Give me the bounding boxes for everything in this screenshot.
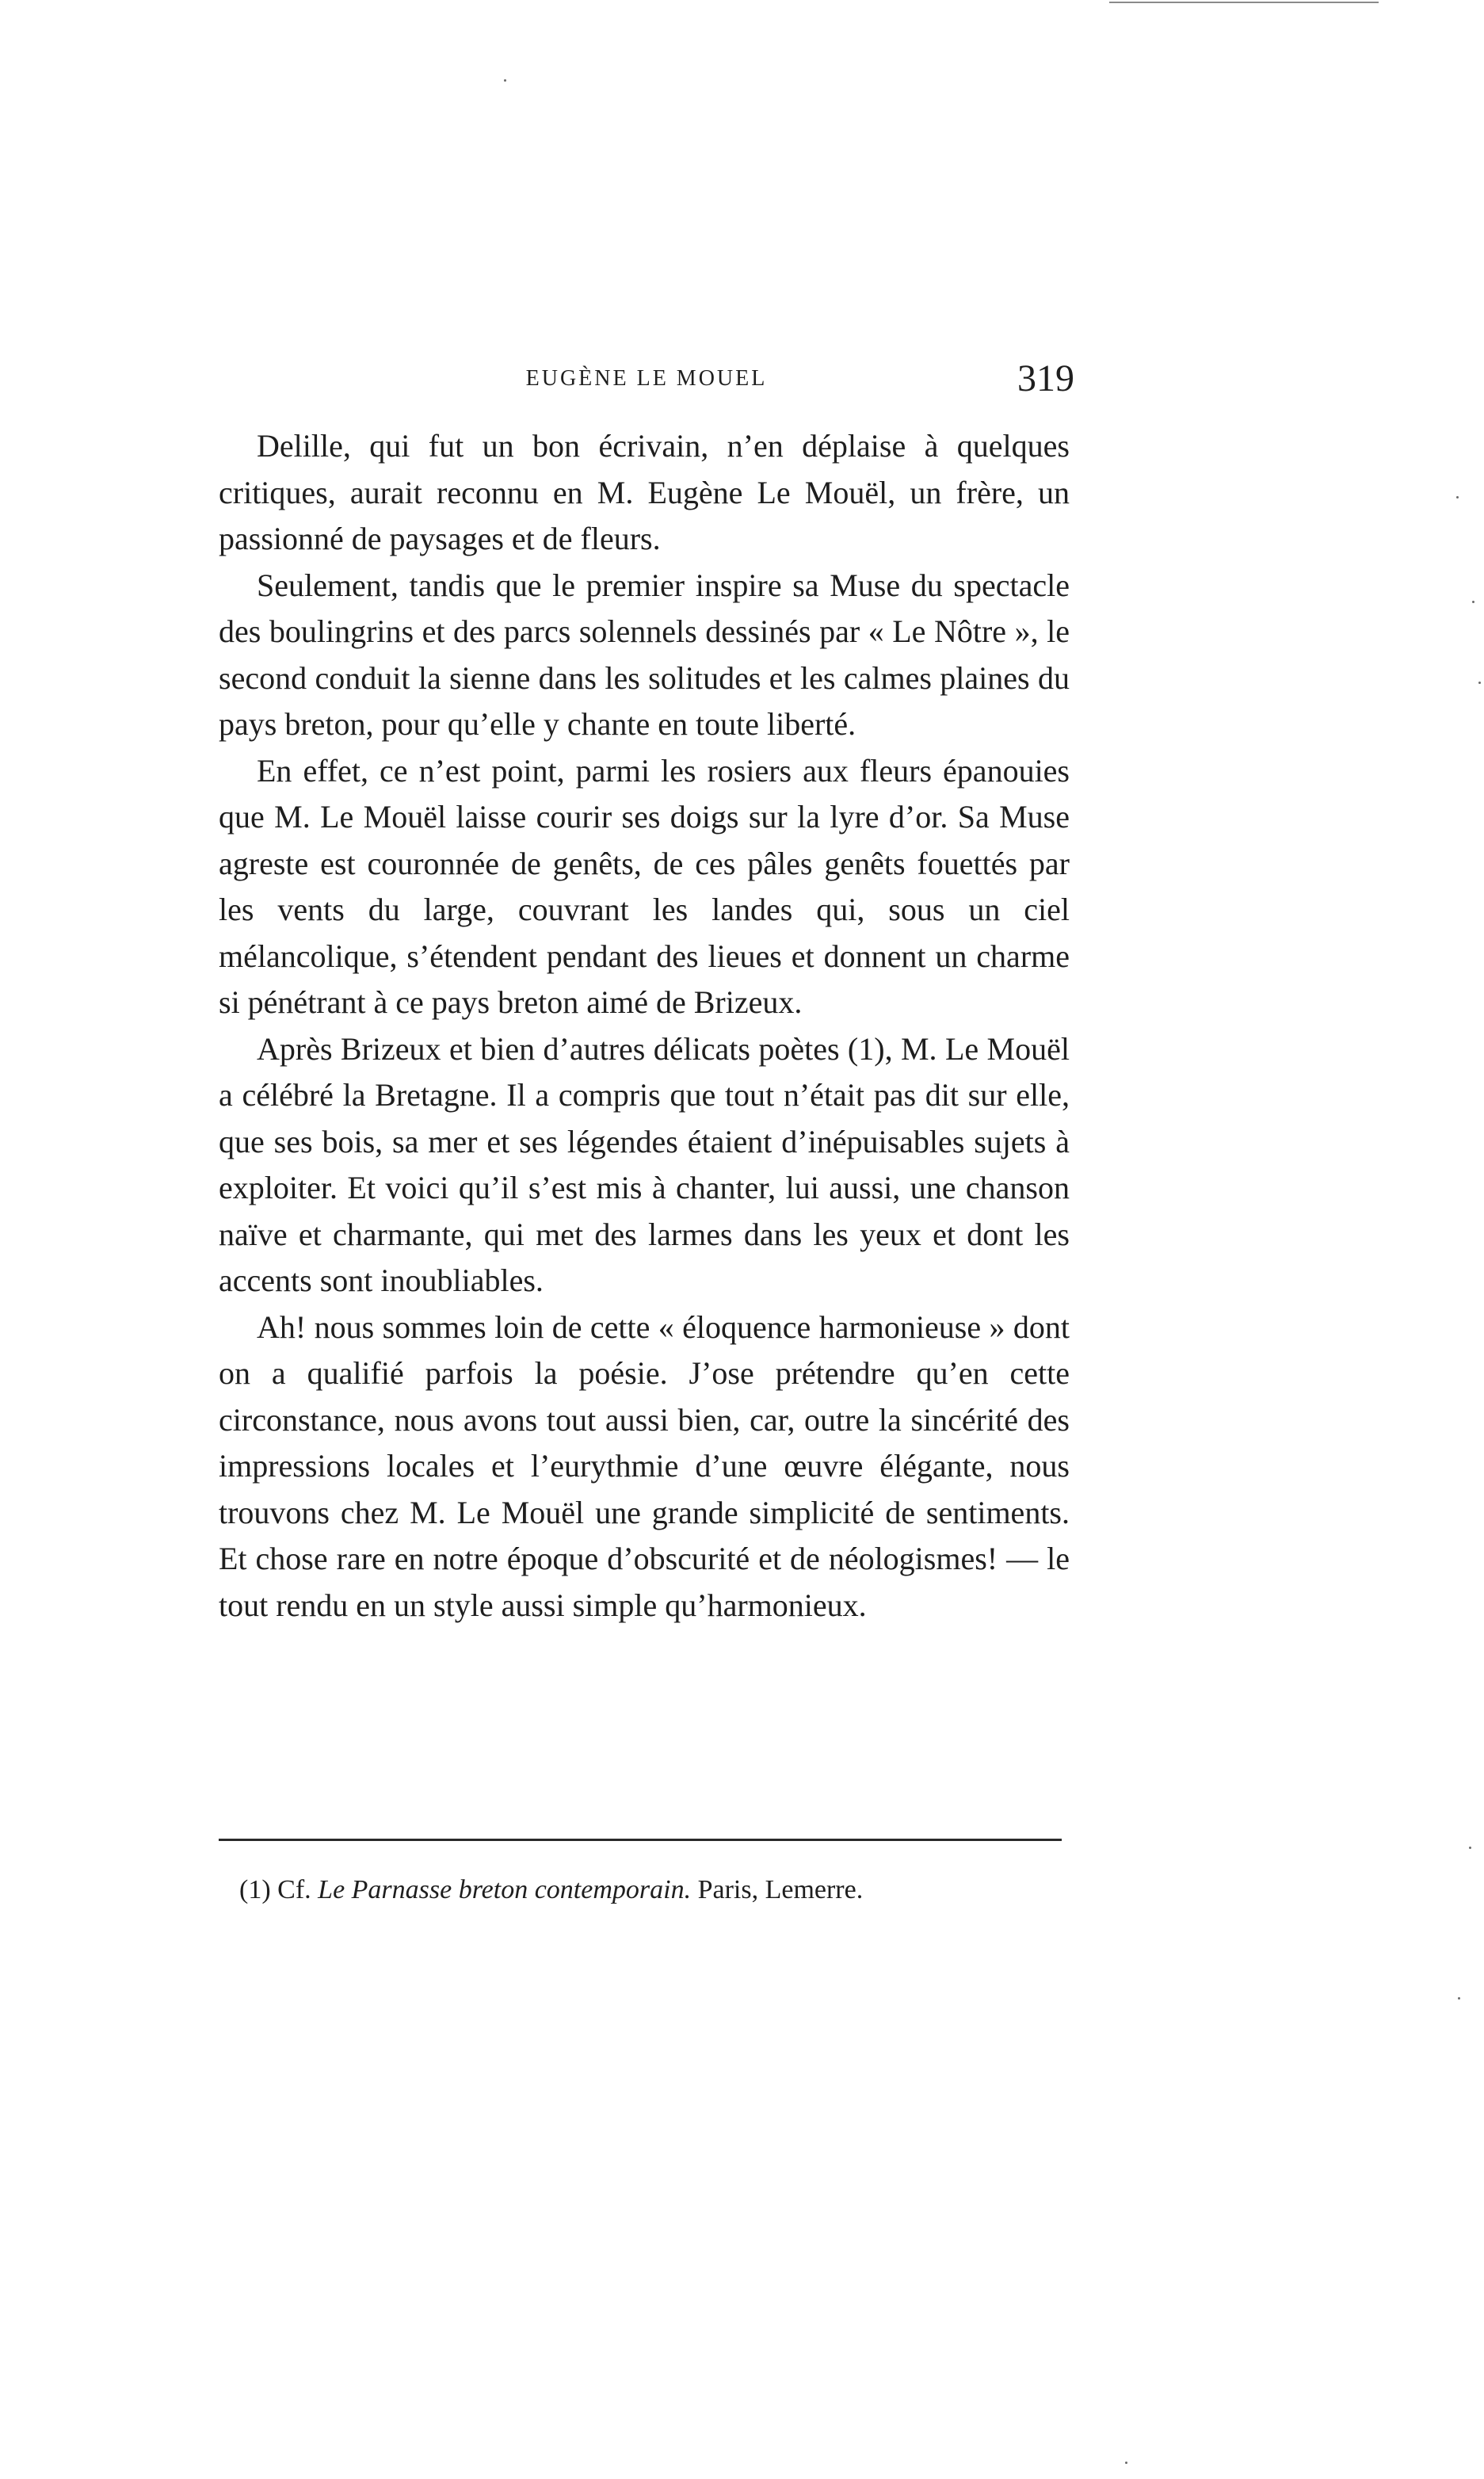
- paper-speck: [1456, 496, 1459, 498]
- footnote-rule: [219, 1839, 1062, 1841]
- footnote-marker: (1) Cf.: [239, 1875, 319, 1904]
- paper-speck: [1458, 1997, 1460, 2000]
- paper-speck: [1478, 682, 1481, 684]
- footnote-title: Le Parnasse breton contemporain.: [318, 1875, 692, 1904]
- paper-speck: [1125, 2462, 1127, 2464]
- paragraph: Delille, qui fut un bon écrivain, n’en déplaise à quelques critiques, aurait reconnu en M. Eugène Le Mouël, un frère, un passionné de paysages et de fleurs.: [219, 428, 1070, 556]
- running-head: [219, 357, 1074, 411]
- paragraph: En effet, ce n’est point, parmi les rosiers aux fleurs épanouies que M. Le Mouël laisse courir ses doigs sur la lyre d’or. Sa Muse agreste est couronnée de genêts, de ces pâles genêts fouettés par les vents du large, couvrant les landes qui, sous un ciel mélancolique, s’étendent pendant des lieues et donnent un charme si pénétrant à ce pays breton aimé de Brizeux.: [219, 752, 1070, 1020]
- paper-speck: [504, 79, 506, 82]
- footnote: [239, 1872, 1063, 1908]
- footnote-rest: Paris, Lemerre.: [691, 1875, 864, 1904]
- top-edge-rule: [1109, 2, 1379, 3]
- body-text: [219, 423, 1070, 1629]
- page-number: 319: [1017, 357, 1074, 399]
- running-title: EUGÈNE LE MOUEL: [525, 366, 768, 391]
- paragraph: Après Brizeux et bien d’autres délicats poètes (1), M. Le Mouël a célébré la Bretagne. Il a compris que tout n’était pas dit sur elle, que ses bois, sa mer et ses légendes étaient d’inépuisables sujets à exploiter. Et voici qu’il s’est mis à chanter, lui aussi, une chanson naïve et charmante, qui met des larmes dans les yeux et dont les accents sont inoubliables.: [219, 1030, 1070, 1298]
- paper-speck: [1472, 601, 1474, 603]
- paragraph: Seulement, tandis que le premier inspire sa Muse du spectacle des boulingrins et des parcs solennels dessinés par « Le Nôtre », le second conduit la sienne dans les solitudes et les calmes plaines du pays breton, pour qu’elle y chante en toute liberté.: [219, 567, 1070, 742]
- paragraph: Ah! nous sommes loin de cette « éloquence harmonieuse » dont on a qualifié parfois la poésie. J’ose prétendre qu’en cette circonstance, nous avons tout aussi bien, car, outre la sincérité des impressions locales et l’eurythmie d’une œuvre élégante, nous trouvons chez M. Le Mouël une grande simplicité de sentiments. Et chose rare en notre époque d’obscurité et de néologismes! — le tout rendu en un style aussi simple qu’harmonieux.: [219, 1308, 1070, 1623]
- paper-speck: [1469, 1847, 1471, 1849]
